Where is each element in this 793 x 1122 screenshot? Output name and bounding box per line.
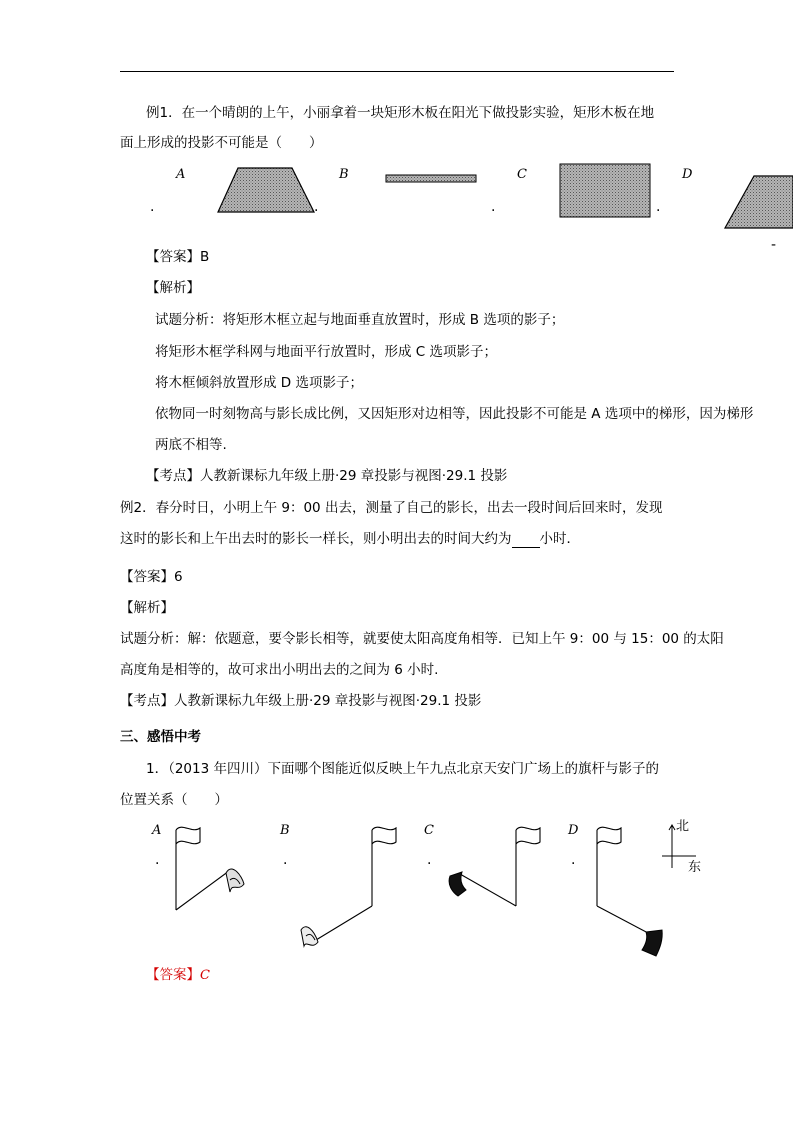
compass-north-label: 北 <box>676 819 690 834</box>
ex1-analysis-line: 试题分析：将矩形木框立起与地面垂直放置时，形成 B 选项的影子； <box>155 312 565 328</box>
ex1-analysis-line: 依物同一时刻物高与影长成比例，又因矩形对边相等，因此投影不可能是 A 选项中的梯形，因为梯形 <box>155 406 754 422</box>
ex1-answer: 【答案】B <box>146 249 210 265</box>
shadow-flag-a <box>226 869 244 892</box>
dot: - <box>771 237 777 253</box>
ex1-option-a-label: A <box>176 167 186 182</box>
shadow-flag-d <box>642 930 662 956</box>
dot: . <box>150 199 155 215</box>
ex1-question-line1: 例1．在一个晴朗的上午，小丽拿着一块矩形木板在阳光下做投影实验，矩形木板在地 <box>146 105 655 121</box>
flag-c <box>516 827 540 844</box>
q1-answer-label: 【答案】 <box>146 967 200 983</box>
ex2-question-line2: 这时的影长和上午出去时的影长一样长，则小明出去的时间大约为 小时． <box>120 531 580 547</box>
shadow-line-a <box>176 871 229 910</box>
ex1-analysis-label: 【解析】 <box>146 280 200 296</box>
flag-d <box>597 827 621 844</box>
dot: . <box>491 199 496 215</box>
shadow-flag-b <box>301 927 318 946</box>
shadow-line-c <box>460 874 516 906</box>
q1-answer-value: C <box>200 968 210 983</box>
q1-answer <box>146 966 210 985</box>
ex2-kaodian: 【考点】人教新课标九年级上册·29 章投影与视图·29.1 投影 <box>120 693 482 709</box>
ex2-analysis-line: 试题分析：解：依题意，要令影长相等，就要使太阳高度角相等．已知上午 9：00 与 15：00 的太阳 <box>120 631 724 647</box>
ex1-analysis-line: 两底不相等. <box>155 437 227 453</box>
dot: . <box>656 199 661 215</box>
dot: . <box>314 199 319 215</box>
ex1-analysis-line: 将木框倾斜放置形成 D 选项影子； <box>155 375 363 391</box>
ex1-option-d-label: D <box>682 167 693 182</box>
q1-line2: 位置关系（ ） <box>120 792 228 808</box>
q1-line1: 1．（2013 年四川）下面哪个图能近似反映上午九点北京天安门广场上的旗杆与影子的 <box>146 761 659 777</box>
dot: . <box>427 852 432 868</box>
ex2-analysis-line: 高度角是相等的，故可求出小明出去的之间为 6 小时. <box>120 662 439 678</box>
q1-option-b-label: B <box>280 823 290 838</box>
ex2-question-line1: 例2．春分时日，小明上午 9：00 出去，测量了自己的影长，出去一段时间后回来时，发现 <box>120 500 663 516</box>
ex1-question-line2: 面上形成的投影不可能是（ ） <box>120 135 323 151</box>
ex1-option-b-label: B <box>339 167 349 182</box>
shadow-line-b <box>316 906 372 940</box>
ex2-analysis-label: 【解析】 <box>120 600 174 616</box>
flag-b <box>372 827 396 844</box>
ex1-option-c-label: C <box>517 167 527 182</box>
flag-a <box>176 827 200 844</box>
q1-option-a-label: A <box>152 823 162 838</box>
ex1-analysis-line: 将矩形木框学科网与地面平行放置时，形成 C 选项影子； <box>155 344 498 360</box>
dot: . <box>283 852 288 868</box>
compass-east-label: 东 <box>688 860 702 875</box>
shadow-line-d <box>597 906 650 934</box>
dot: . <box>155 852 160 868</box>
ex1-kaodian: 【考点】人教新课标九年级上册·29 章投影与视图·29.1 投影 <box>146 468 508 484</box>
dot: . <box>571 852 576 868</box>
ex2-answer: 【答案】6 <box>120 569 183 585</box>
q1-option-c-label: C <box>424 823 434 838</box>
q1-option-d-label: D <box>568 823 579 838</box>
section-heading: 三、感悟中考 <box>120 729 201 745</box>
